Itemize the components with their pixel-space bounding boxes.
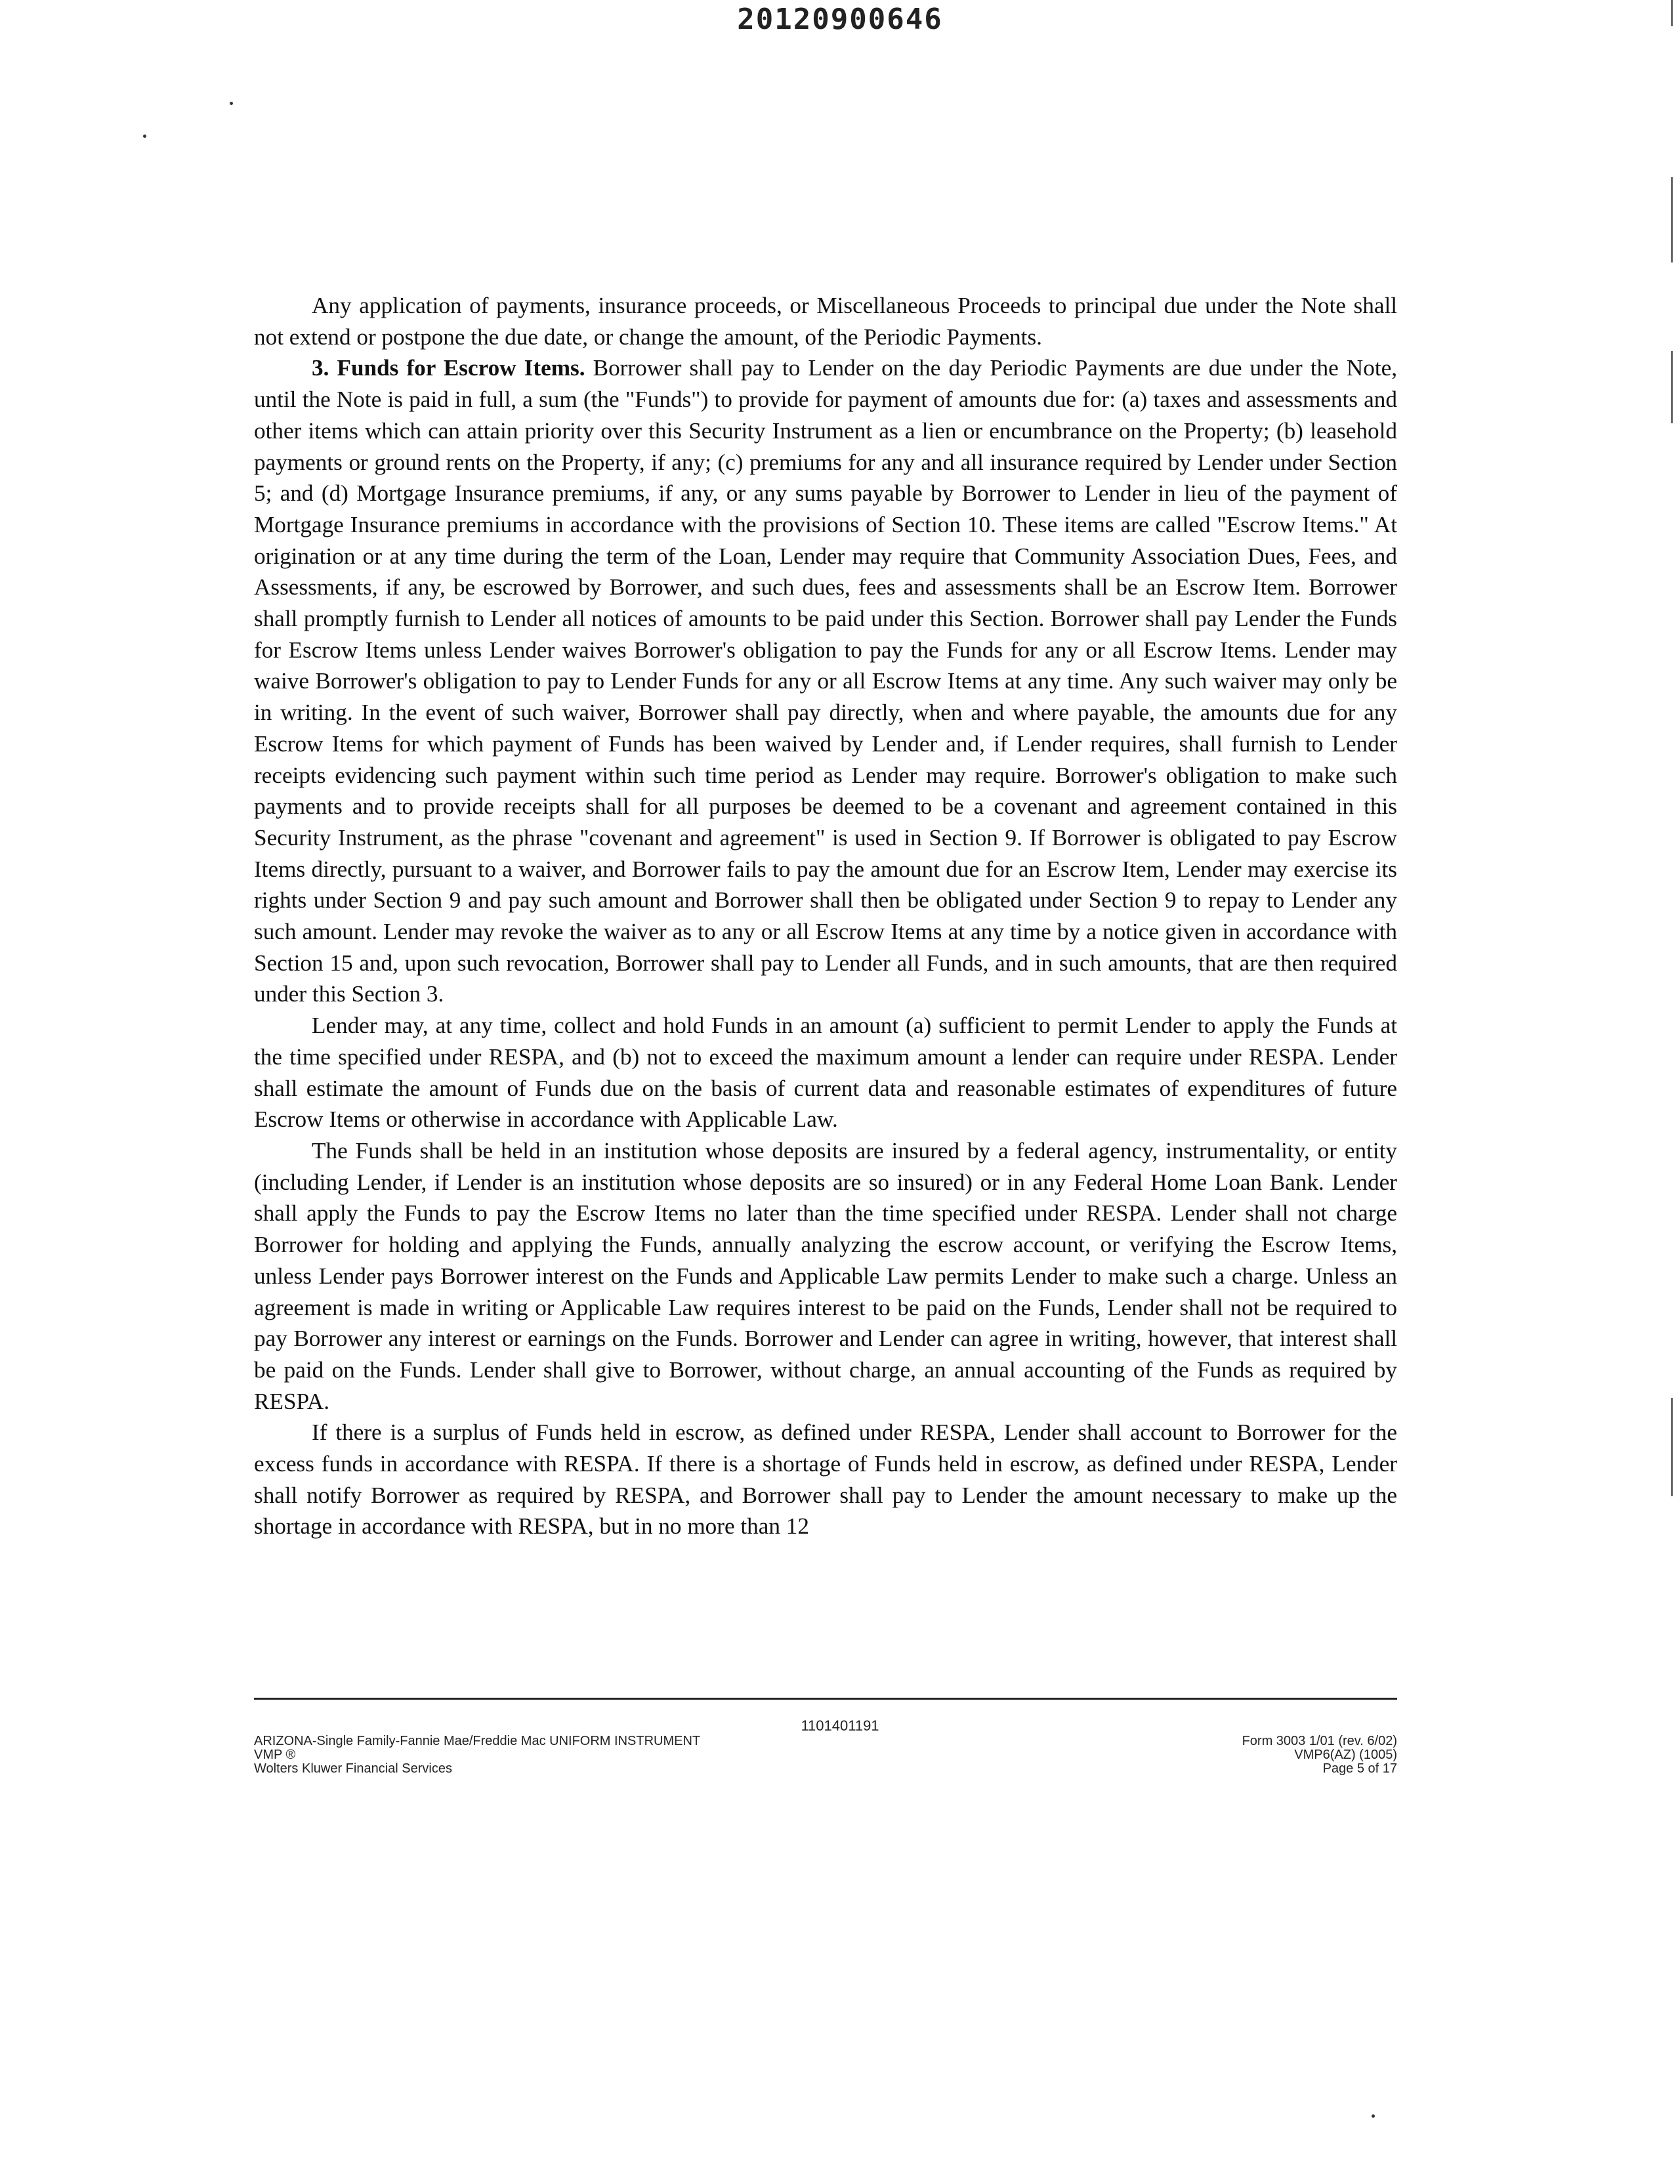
section-3-text: Borrower shall pay to Lender on the day Periodic Payments are due under the Note, until the Note is paid in full, a sum (the "Funds") to provide for payment of amounts due for: (a) taxes and assessments and other items which can attain priority over this Security Instrument as a lien or encumbrance on the Property; (b) leasehold payments or ground rents on the Property, if any; (c) premiums for any and all insurance required by Lender under Section 5; and (d) Mortgage Insurance premiums, if any, or any sums payable by Borrower to Lender in lieu of the payment of Mortgage Insurance premiums in accordance with the provisions of Section 10. These items are called "Escrow Items." At origination or at any time during the term of the Loan, Lender may require that Community Association Dues, Fees, and Assessments, if any, be escrowed by Borrower, and such dues, fees and assessments shall be an Escrow Item. Borrower shall promptly furnish to Lender all notices of amounts to be paid under this Section. Borrower shall pay Lender the Funds for Escrow Items unless Lender waives Borrower's obligation to pay the Funds for any or all Escrow Items. Lender may waive Borrower's obligation to pay to Lender Funds for any or all Escrow Items at any time. Any such waiver may only be in writing. In the event of such waiver, Borrower shall pay directly, when and where payable, the amounts due for any Escrow Items for which payment of Funds has been waived by Lender and, if Lender requires, shall furnish to Lender receipts evidencing such payment within such time period as Lender may require. Borrower's obligation to make such payments and to provide receipts shall for all purposes be deemed to be a covenant and agreement contained in this Security Instrument, as the phrase "covenant and agreement" is used in Section 9. If Borrower is obligated to pay Escrow Items directly, pursuant to a waiver, and Borrower fails to pay the amount due for an Escrow Item, Lender may exercise its rights under Section 9 and pay such amount and Borrower shall then be obligated under Section 9 to repay to Lender any such amount. Lender may revoke the waiver as to any or all Escrow Items at any time by a notice given in accordance with Section 15 and, upon such revocation, Borrower shall pay to Lender all Funds, and in such amounts, that are then required under this Section 3. (254, 355, 1398, 1007)
paragraph-application-of-payments: Any application of payments, insurance proceeds, or Miscellaneous Proceeds to principal due under the Note shall not extend or postpone the due date, or change the amount, of the Periodic Payments. (254, 293, 1397, 350)
section-3-paragraph (254, 352, 1397, 1010)
paragraph-lender-collect-funds: Lender may, at any time, collect and hold Funds in an amount (a) sufficient to permit Lender to apply the Funds at the time specified under RESPA, and (b) not to exceed the maximum amount a lender can require under RESPA. Lender shall estimate the amount of Funds due on the basis of current data and reasonable estimates of expenditures of future Escrow Items or otherwise in accordance with Applicable Law. (254, 1013, 1397, 1133)
scan-edge-line (1671, 177, 1673, 262)
scan-speck (230, 102, 233, 105)
loan-number: 1101401191 (801, 1717, 879, 1734)
footer-publisher: Wolters Kluwer Financial Services (254, 1761, 452, 1776)
section-3-heading: 3. Funds for Escrow Items. (312, 355, 585, 381)
scan-speck (1372, 2114, 1375, 2118)
footer-form-number: Form 3003 1/01 (rev. 6/02) (1242, 1734, 1397, 1748)
paragraph-funds-held: The Funds shall be held in an institution whose deposits are insured by a federal agency, instrumentality, or entity (including Lender, if Lender is an institution whose deposits are so insured) or in any Federal Home Loan Bank. Lender shall apply the Funds to pay the Escrow Items no later than the time specified under RESPA. Lender shall not charge Borrower for holding and applying the Funds, annually analyzing the escrow account, or verifying the Escrow Items, unless Lender pays Borrower interest on the Funds and Applicable Law permits Lender to make such a charge. Unless an agreement is made in writing or Applicable Law requires interest to be paid on the Funds, Lender shall not be required to pay Borrower any interest or earnings on the Funds. Borrower and Lender can agree in writing, however, that interest shall be paid on the Funds. Lender shall give to Borrower, without charge, an annual accounting of the Funds as required by RESPA. (254, 1137, 1397, 1414)
paragraph-surplus-shortage: If there is a surplus of Funds held in escrow, as defined under RESPA, Lender shall account to Borrower for the excess funds in accordance with RESPA. If there is a shortage of Funds held in escrow, as defined under RESPA, Lender shall notify Borrower as required by RESPA, and Borrower shall pay to Lender the amount necessary to make up the shortage in accordance with RESPA, but in no more than 12 (254, 1419, 1397, 1540)
scan-speck (143, 135, 146, 138)
scan-edge-line (1671, 351, 1673, 423)
footer-page-number: Page 5 of 17 (1322, 1761, 1397, 1776)
scan-edge-line (1671, 1398, 1673, 1496)
footer-vmp-code: VMP6(AZ) (1005) (1294, 1748, 1397, 1762)
document-body (254, 290, 1397, 1542)
recording-number: 20120900646 (737, 3, 943, 36)
footer-right (1242, 1734, 1397, 1776)
footer-divider (254, 1698, 1397, 1700)
footer-vmp: VMP ® (254, 1748, 296, 1762)
scan-edge-line (1671, 0, 1673, 26)
footer-left (254, 1734, 700, 1776)
footer-form-title: ARIZONA-Single Family-Fannie Mae/Freddie Mac UNIFORM INSTRUMENT (254, 1734, 701, 1748)
